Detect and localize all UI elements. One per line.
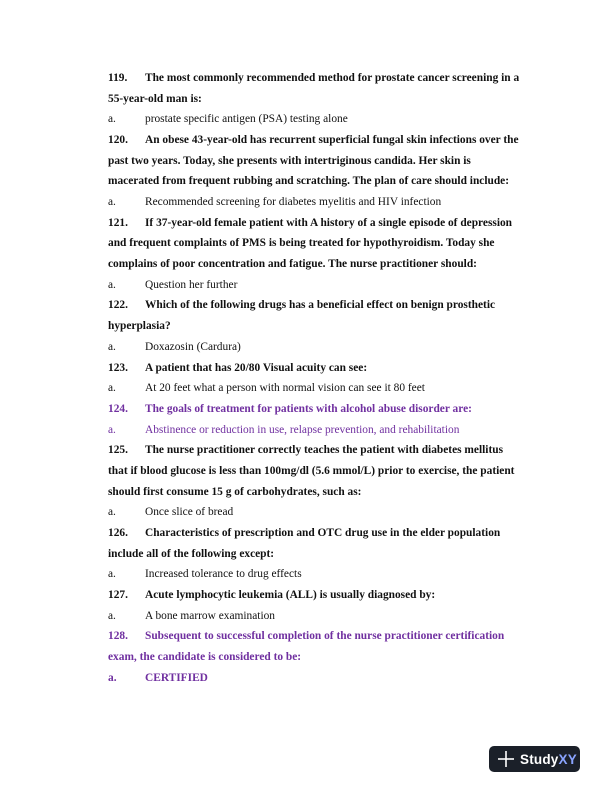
question-text: should first consume 15 g of carbohydrates, such as:: [108, 485, 362, 498]
question-continuation-line: [108, 233, 548, 253]
question-text: Subsequent to successful completion of the nurse practitioner certification: [145, 630, 505, 643]
answer-text: Recommended screening for diabetes myelitis and HIV infection: [145, 196, 442, 209]
answer-letter: a.: [108, 113, 116, 126]
question-number: 126.: [108, 526, 128, 539]
answer-text: Once slice of bread: [145, 506, 234, 519]
question-text: past two years. Today, she presents with intertriginous candida. Her skin is: [108, 154, 471, 167]
question-text: An obese 43-year-old has recurrent superficial fungal skin infections over the: [145, 134, 519, 147]
question-line: [108, 585, 548, 605]
question-text: Acute lymphocytic leukemia (ALL) is usually diagnosed by:: [145, 589, 436, 601]
answer-text: prostate specific antigen (PSA) testing alone: [145, 113, 348, 126]
question-line: [108, 523, 548, 543]
question-text: The most commonly recommended method for prostate cancer screening in a: [145, 72, 520, 84]
question-number: 121.: [108, 216, 128, 229]
question-continuation-line: [108, 544, 548, 564]
answer-letter: a.: [108, 278, 116, 291]
answer-letter: a.: [108, 671, 117, 684]
question-line: [108, 399, 548, 419]
question-text: that if blood glucose is less than 100mg/dl (5.6 mmol/L) prior to exercise, the patient: [108, 464, 515, 477]
question-continuation-line: [108, 461, 548, 481]
question-continuation-line: [108, 171, 548, 191]
answer-line: [108, 337, 548, 357]
answer-line: [108, 668, 548, 688]
answer-text: Question her further: [145, 278, 238, 291]
answer-letter: a.: [108, 423, 116, 436]
question-text: 55-year-old man is:: [108, 92, 202, 105]
answer-text: CERTIFIED: [145, 671, 208, 684]
question-text: Characteristics of prescription and OTC drug use in the elder population: [145, 526, 501, 539]
answer-letter: a.: [108, 382, 116, 395]
question-text: A patient that has 20/80 Visual acuity can see:: [145, 361, 368, 374]
answer-line: [108, 109, 548, 129]
watermark-brand: StudyXY: [520, 751, 577, 767]
answer-text: At 20 feet what a person with normal vision can see it 80 feet: [145, 382, 425, 395]
question-number: 128.: [108, 630, 128, 643]
answer-line: [108, 275, 548, 295]
plus-icon: [497, 750, 515, 768]
answer-text: Doxazosin (Cardura): [145, 340, 241, 353]
question-text: The goals of treatment for patients with alcohol abuse disorder are:: [145, 402, 472, 415]
question-text: exam, the candidate is considered to be:: [108, 651, 302, 664]
answer-line: [108, 420, 548, 440]
answer-letter: a.: [108, 568, 116, 581]
question-number: 123.: [108, 361, 128, 374]
answer-letter: a.: [108, 196, 116, 209]
answer-text: A bone marrow examination: [145, 609, 276, 622]
answer-letter: a.: [108, 340, 116, 353]
question-text: include all of the following except:: [108, 547, 275, 560]
studyxy-watermark[interactable]: [489, 746, 580, 772]
question-text: macerated from frequent rubbing and scratching. The plan of care should include:: [108, 175, 510, 188]
question-text: If 37-year-old female patient with A history of a single episode of depression: [145, 216, 513, 229]
question-number: 122.: [108, 299, 128, 312]
question-text: and frequent complaints of PMS is being treated for hypothyroidism. Today she: [108, 237, 495, 250]
question-number: 124.: [108, 402, 128, 415]
answer-line: [108, 606, 548, 626]
question-line: [108, 213, 548, 233]
question-line: [108, 440, 548, 460]
question-continuation-line: [108, 316, 548, 336]
answer-line: [108, 502, 548, 522]
question-line: [108, 626, 548, 646]
question-number: 127.: [108, 589, 128, 601]
question-continuation-line: [108, 482, 548, 502]
question-number: 125.: [108, 444, 128, 457]
question-line: [108, 130, 548, 150]
question-text: hyperplasia?: [108, 320, 171, 333]
question-line: [108, 295, 548, 315]
question-continuation-line: [108, 151, 548, 171]
question-number: 119.: [108, 72, 128, 84]
question-continuation-line: [108, 254, 548, 274]
answer-line: [108, 378, 548, 398]
question-line: [108, 68, 548, 88]
question-continuation-line: [108, 647, 548, 667]
answer-letter: a.: [108, 609, 116, 622]
question-number: 120.: [108, 134, 128, 147]
question-text: The nurse practitioner correctly teaches the patient with diabetes mellitus: [145, 444, 504, 457]
question-text: complains of poor concentration and fatigue. The nurse practitioner should:: [108, 258, 477, 271]
answer-text: Abstinence or reduction in use, relapse prevention, and rehabilitation: [145, 423, 460, 436]
answer-line: [108, 192, 548, 212]
answer-line: [108, 564, 548, 584]
answer-text: Increased tolerance to drug effects: [145, 568, 302, 581]
question-line: [108, 358, 548, 378]
question-continuation-line: [108, 89, 548, 109]
question-text: Which of the following drugs has a beneficial effect on benign prosthetic: [145, 299, 496, 312]
answer-letter: a.: [108, 506, 116, 519]
